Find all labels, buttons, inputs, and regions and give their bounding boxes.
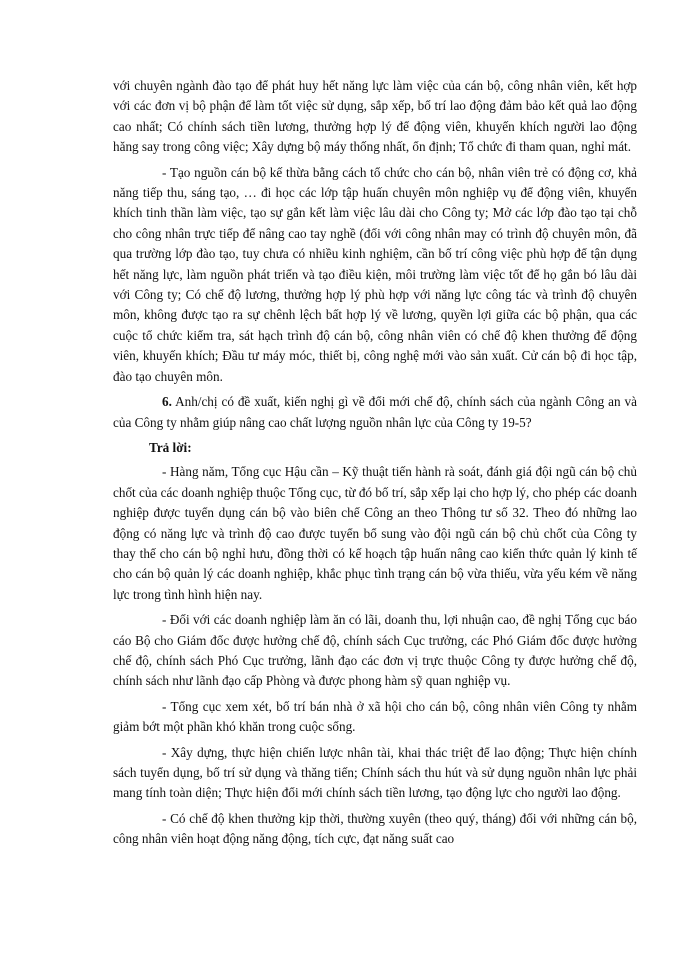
- paragraph-training: - Tạo nguồn cán bộ kế thừa bằng cách tổ chức cho cán bộ, nhân viên trẻ có động cơ, khả năng tiếp thu, sáng tạo, … đi học các lớp tập huấn chuyên môn nghiệp vụ để động viên, khuyến khích tinh thần làm việc, tạo sự gắn kết làm việc lâu dài cho Công ty; Mở các lớp đào tạo tại chỗ cho công nhân trực tiếp để nâng cao tay nghề (đối với công nhân may có trình độ chuyên môn, đã qua trường lớp đào tạo, tuy chưa có nhiều kinh nghiệm, cần bố trí công việc phù hợp để tận dụng hết năng lực, làm nguồn phát triển và tạo điều kiện, môi trường làm việc tốt để họ gắn bó lâu dài với Công ty; Có chế độ lương, thưởng hợp lý phù hợp với năng lực công tác và trình độ chuyên môn, không được tạo ra sự chênh lệch bất hợp lý về lương, quyền lợi giữa các bộ phận, qua các cuộc tổ chức kiểm tra, sát hạch trình độ cán bộ, công nhân viên có chế độ khen thưởng để động viên, khuyến khích; Đầu tư máy móc, thiết bị, công nghệ mới vào sản xuất. Cử cán bộ đi học tập, đào tạo chuyên môn.: [113, 164, 637, 384]
- answer-paragraph-3: - Tổng cục xem xét, bố trí bán nhà ở xã hội cho cán bộ, công nhân viên Công ty nhằm giảm bớt một phần khó khăn trong cuộc sống.: [113, 698, 637, 735]
- answer-paragraph-1: - Hàng năm, Tổng cục Hậu cần – Kỹ thuật tiến hành rà soát, đánh giá đội ngũ cán bộ chủ chốt của các doanh nghiệp thuộc Tổng cục, từ đó bố trí, sắp xếp lại cho hợp lý, cho phép các doanh nghiệp được tuyển dụng cán bộ vào biên chế Công an theo Thông tư số 32. Theo đó những lao động có năng lực và trình độ cao được tuyển bổ sung vào đội ngũ cán bộ chủ chốt của Công ty thay thế cho cán bộ nghỉ hưu, đồng thời có kế hoạch tập huấn nâng cao kiến thức quản lý kinh tế cho cán bộ quản lý các doanh nghiệp, khắc phục tình trạng cán bộ vừa thiếu, vừa yếu kém về năng lực trong tình hình hiện nay.: [113, 464, 637, 602]
- question-number: 6.: [162, 394, 172, 410]
- question-text: Anh/chị có đề xuất, kiến nghị gì về đổi mới chế độ, chính sách của ngành Công an và của Công ty nhằm giúp nâng cao chất lượng nguồn nhân lực của Công ty 19-5?: [113, 394, 637, 430]
- answer-paragraph-4: - Xây dựng, thực hiện chiến lược nhân tài, khai thác triệt để lao động; Thực hiện chính sách tuyển dụng, bố trí sử dụng và thăng tiến; Chính sách thu hút và sử dụng nguồn nhân lực phải mang tính toàn diện; Thực hiện đổi mới chính sách tiền lương, tạo động lực cho người lao động.: [113, 744, 637, 801]
- answer-paragraph-2: - Đối với các doanh nghiệp làm ăn có lãi, doanh thu, lợi nhuận cao, đề nghị Tổng cục báo cáo Bộ cho Giám đốc được hưởng chế độ, chính sách Cục trưởng, các Phó Giám đốc được hưởng chế độ, chính sách Phó Cục trưởng, lãnh đạo các đơn vị trực thuộc Công ty được hưởng chế độ, chính sách như lãnh đạo cấp Phòng và được phong hàm sỹ quan nghiệp vụ.: [113, 612, 637, 689]
- answer-label: Trả lời:: [149, 439, 192, 455]
- answer-paragraph-5: - Có chế độ khen thưởng kịp thời, thường xuyên (theo quý, tháng) đối với những cán bộ, công nhân viên hoạt động năng động, tích cực, đạt năng suất cao: [113, 810, 637, 847]
- question-6: [113, 392, 637, 433]
- document-page: [113, 76, 637, 855]
- paragraph-continuation: với chuyên ngành đào tạo để phát huy hết năng lực làm việc của cán bộ, công nhân viên, kết hợp với các đơn vị bộ phận để làm tốt việc sử dụng, sắp xếp, bố trí lao động đảm bảo kết quả lao động cao nhất; Có chính sách tiền lương, thưởng hợp lý để động viên, khuyến khích người lao động hăng say trong công việc; Xây dựng bộ máy thống nhất, ổn định; Tổ chức đi tham quan, nghỉ mát.: [113, 78, 637, 155]
